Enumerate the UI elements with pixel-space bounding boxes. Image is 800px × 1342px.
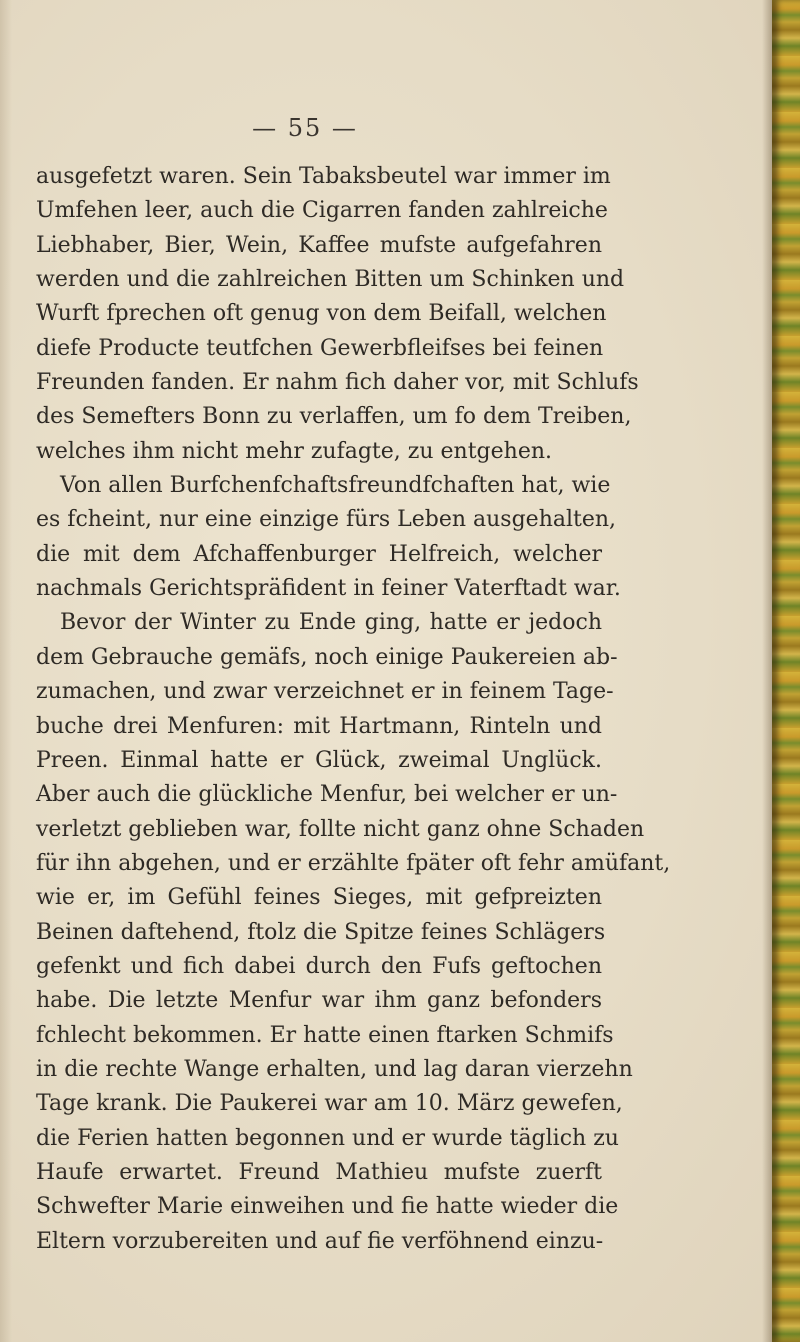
text-line: Von allen Burfchenfchaftsfreundfchaften hat, wie: [60, 473, 611, 499]
text-line: die Ferien hatten begonnen und er wurde täglich zu: [36, 1125, 619, 1151]
text-line: Tage krank. Die Paukerei war am 10. März gewefen,: [36, 1091, 623, 1117]
text-line: diefe Producte teutfchen Gewerbfleifses bei feinen: [36, 335, 604, 361]
text-line: die mit dem Afchaffenburger Helfreich, welcher: [36, 541, 602, 567]
text-line: gefenkt und fich dabei durch den Fufs geftochen: [36, 953, 602, 979]
text-line: Schwefter Marie einweihen und fie hatte wieder die: [36, 1194, 619, 1220]
text-line: verletzt geblieben war, follte nicht ganz ohne Schaden: [36, 816, 645, 842]
text-line: buche drei Menfuren: mit Hartmann, Rinteln und: [36, 713, 602, 739]
text-line: nachmals Gerichtspräfident in feiner Vaterftadt war.: [36, 576, 621, 602]
text-line: Wurft fprechen oft genug von dem Beifall, welchen: [36, 301, 607, 327]
text-line: Beinen daftehend, ftolz die Spitze feines Schlägers: [36, 919, 606, 945]
text-line: des Semefters Bonn zu verlaffen, um fo dem Treiben,: [36, 404, 632, 430]
text-line: Eltern vorzubereiten und auf fie verföhnend einzu-: [36, 1228, 604, 1254]
text-line: werden und die zahlreichen Bitten um Schinken und: [36, 267, 625, 293]
text-line: Preen. Einmal hatte er Glück, zweimal Unglück.: [36, 747, 602, 773]
text-line: fchlecht bekommen. Er hatte einen ftarken Schmifs: [36, 1022, 614, 1048]
text-line: Bevor der Winter zu Ende ging, hatte er jedoch: [60, 610, 602, 636]
text-line: ausgefetzt waren. Sein Tabaksbeutel war immer im: [36, 164, 611, 189]
text-line: wie er, im Gefühl feines Sieges, mit gefpreizten: [36, 885, 602, 911]
text-line: Haufe erwartet. Freund Mathieu mufste zuerft: [36, 1159, 602, 1185]
adjacent-page-edge: [772, 0, 800, 1342]
text-line: es fcheint, nur eine einzige fürs Leben ausgehalten,: [36, 507, 617, 533]
text-line: Freunden fanden. Er nahm fich daher vor, mit Schlufs: [36, 370, 639, 396]
text-line: welches ihm nicht mehr zufagte, zu entgehen.: [36, 438, 553, 464]
text-line: für ihn abgehen, und er erzählte fpäter oft fehr amüfant,: [36, 850, 671, 876]
text-line: in die rechte Wange erhalten, und lag daran vierzehn: [36, 1056, 633, 1082]
text-line: Aber auch die glückliche Menfur, bei welcher er un-: [36, 782, 618, 808]
text-line: dem Gebrauche gemäfs, noch einige Paukereien ab-: [36, 644, 618, 670]
text-line: Umfehen leer, auch die Cigarren fanden zahlreiche: [36, 198, 608, 224]
text-line: zumachen, und zwar verzeichnet er in feinem Tage-: [36, 679, 614, 705]
text-line: Liebhaber, Bier, Wein, Kaffee mufste aufgefahren: [36, 232, 602, 258]
body-text: [36, 160, 671, 1259]
text-line: habe. Die letzte Menfur war ihm ganz befonders: [36, 988, 602, 1014]
page-gutter-shadow: [762, 0, 772, 1342]
page-number: — 55 —: [252, 114, 358, 142]
